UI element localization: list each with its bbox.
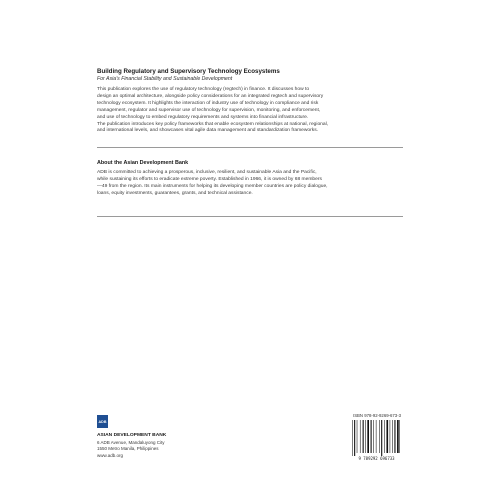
barcode-digits: 9 789292 696733 xyxy=(358,456,395,461)
address-line: 1550 Metro Manila, Philippines xyxy=(97,446,159,452)
barcode-bar xyxy=(352,420,353,456)
publisher-address xyxy=(97,440,164,459)
barcode-bar xyxy=(397,420,399,453)
description-line: and international levels, and showcases vital agile data management and standardization frameworks. xyxy=(97,128,319,134)
section-divider xyxy=(97,216,403,217)
barcode-bar xyxy=(381,420,382,456)
barcode-bar xyxy=(376,420,377,453)
barcode-bar xyxy=(384,420,385,453)
about-line: ADB is committed to achieving a prosperous, inclusive, resilient, and sustainable Asia and the Pacific, xyxy=(97,170,317,175)
barcode-bar xyxy=(392,420,393,453)
about-heading: About the Asian Development Bank xyxy=(97,160,189,166)
barcode-bar xyxy=(399,420,400,453)
about-line: while sustaining its efforts to eradicate extreme poverty. Established in 1966, it is owned by 68 members xyxy=(97,176,322,182)
barcode-bar xyxy=(373,420,374,453)
about-line: —49 from the region. Its main instruments for helping its developing member countries are policy dialogue, xyxy=(97,183,328,189)
section-divider xyxy=(97,147,403,148)
barcode-bar xyxy=(363,420,364,453)
about-text xyxy=(97,170,417,198)
about-line: loans, equity investments, guarantees, grants, and technical assistance. xyxy=(97,190,253,196)
publisher-name: ASIAN DEVELOPMENT BANK xyxy=(97,433,167,438)
barcode-bar xyxy=(357,420,358,453)
barcode-bar xyxy=(354,420,355,456)
book-subtitle: For Asia’s Financial Stability and Sustainable Development xyxy=(97,76,233,82)
barcode-bar xyxy=(365,420,366,453)
barcode-bar xyxy=(379,420,380,453)
description-line: design an optimal architecture, alongside policy considerations for an integrated regtech and supervisory xyxy=(97,93,324,99)
barcode-image xyxy=(351,420,402,456)
adb-logo: ADB xyxy=(97,415,108,428)
barcode-graphic xyxy=(351,420,402,456)
barcode-bar xyxy=(367,420,369,453)
address-line: www.adb.org xyxy=(97,452,124,458)
barcode-bar xyxy=(371,420,372,453)
description-line: This publication explores the use of regulatory technology (regtech) in finance. It discusses how to xyxy=(97,87,310,92)
barcode-bar xyxy=(390,420,391,453)
barcode-bar xyxy=(386,420,388,453)
book-title: Building Regulatory and Supervisory Technology Ecosystems xyxy=(97,68,280,75)
description-line: The publication introduces key policy frameworks that enable ecosystem relationships at national, regional, xyxy=(97,121,329,127)
address-line: 6 ADB Avenue, Mandaluyong City xyxy=(97,440,165,445)
barcode-bar xyxy=(394,420,395,453)
description-line: technology ecosystem. It highlights the interaction of industry use of technology in compliance and risk xyxy=(97,100,319,106)
barcode-bar xyxy=(360,420,361,453)
description-line: and use of technology to embed regulatory requirements and systems into financial infrastructure. xyxy=(97,114,309,120)
book-description xyxy=(97,87,417,135)
description-line: management, regulator and supervisor use of technology for supervision, monitoring, and enforcement, xyxy=(97,107,321,113)
isbn-label: ISBN 978-92-9269-673-3 xyxy=(353,413,402,418)
